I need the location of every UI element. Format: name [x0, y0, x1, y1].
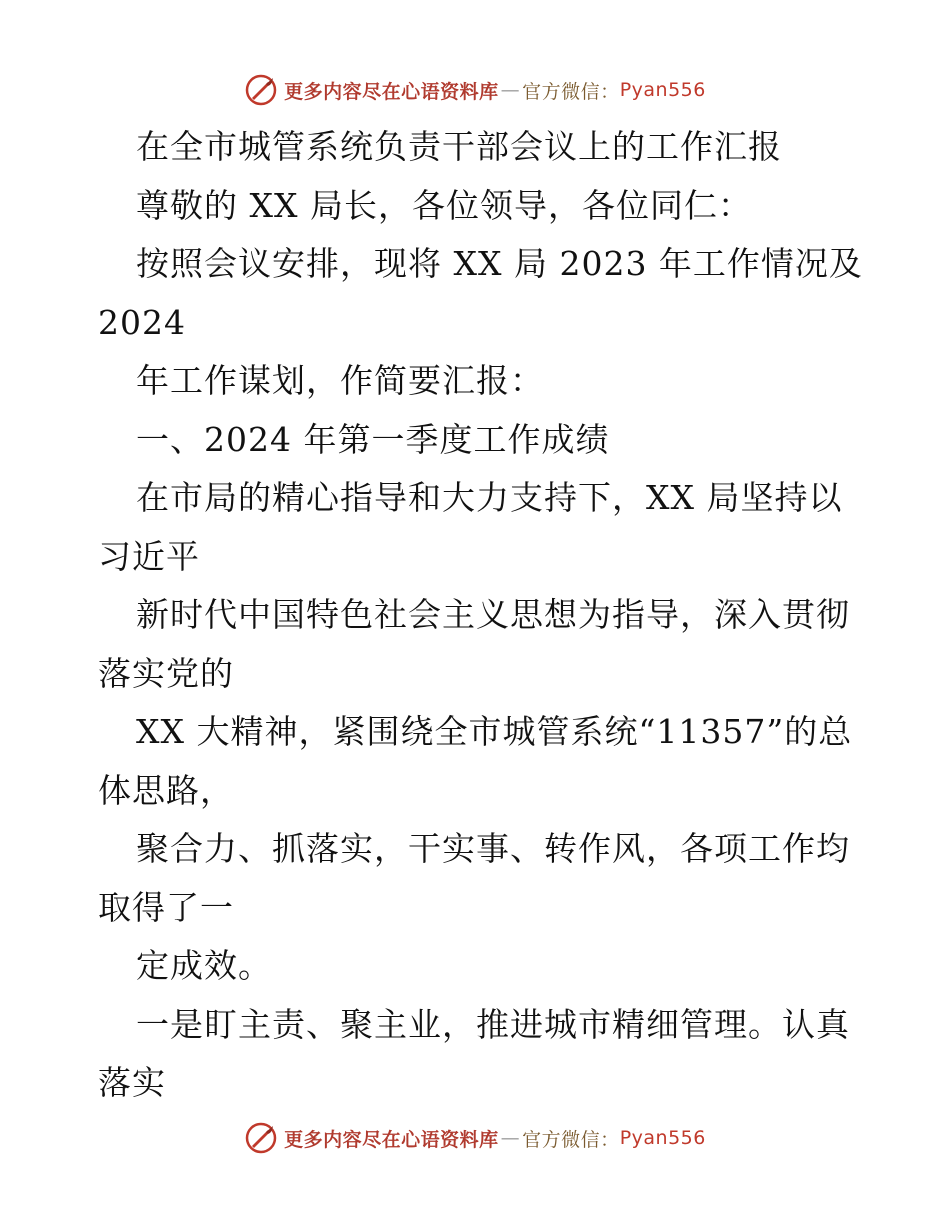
- quill-logo-icon: [244, 1121, 278, 1155]
- doc-line: 落实党的: [98, 653, 234, 693]
- watermark-wechat-id: Pyan556: [619, 79, 706, 101]
- doc-line: 按照会议安排，现将 XX 局 2023 年工作情况及: [136, 244, 863, 283]
- document-body: [98, 118, 863, 1113]
- doc-line: 定成效。: [136, 946, 272, 985]
- doc-line: 聚合力、抓落实，干实事、转作风，各项工作均: [136, 829, 850, 868]
- doc-line: 一是盯主责、聚主业，推进城市精细管理。认真: [136, 1004, 850, 1044]
- doc-section-heading: 一、2024 年第一季度工作成绩: [136, 419, 610, 459]
- watermark-sub-text: 官方微信：: [522, 80, 620, 103]
- doc-line: 年工作谋划，作简要汇报：: [136, 361, 544, 400]
- watermark-separator: —: [500, 79, 521, 101]
- doc-salutation: 尊敬的 XX 局长，各位领导，各位同仁：: [136, 185, 752, 225]
- doc-line: 落实: [98, 1063, 166, 1102]
- watermark-sub-text: 官方微信：: [522, 1128, 620, 1151]
- watermark-separator: —: [500, 1127, 521, 1149]
- watermark-main-text: 更多内容尽在心语资料库: [284, 80, 499, 103]
- watermark-footer: [0, 1118, 950, 1158]
- doc-title: 在全市城管系统负责干部会议上的工作汇报: [136, 127, 782, 166]
- doc-line: 2024: [98, 302, 186, 342]
- watermark-wechat-id: Pyan556: [619, 1127, 706, 1149]
- doc-line: 体思路，: [98, 770, 234, 810]
- doc-line: XX 大精神，紧围绕全市城管系统“11357”的总: [136, 712, 853, 751]
- doc-line: 取得了一: [98, 887, 234, 927]
- doc-line: 新时代中国特色社会主义思想为指导，深入贯彻: [136, 595, 850, 634]
- watermark-main-text: 更多内容尽在心语资料库: [284, 1128, 499, 1151]
- doc-line: 习近平: [98, 536, 200, 576]
- doc-line: 在市局的精心指导和大力支持下，XX 局坚持以: [136, 478, 843, 517]
- watermark-header: [0, 70, 950, 110]
- quill-logo-icon: [244, 73, 278, 107]
